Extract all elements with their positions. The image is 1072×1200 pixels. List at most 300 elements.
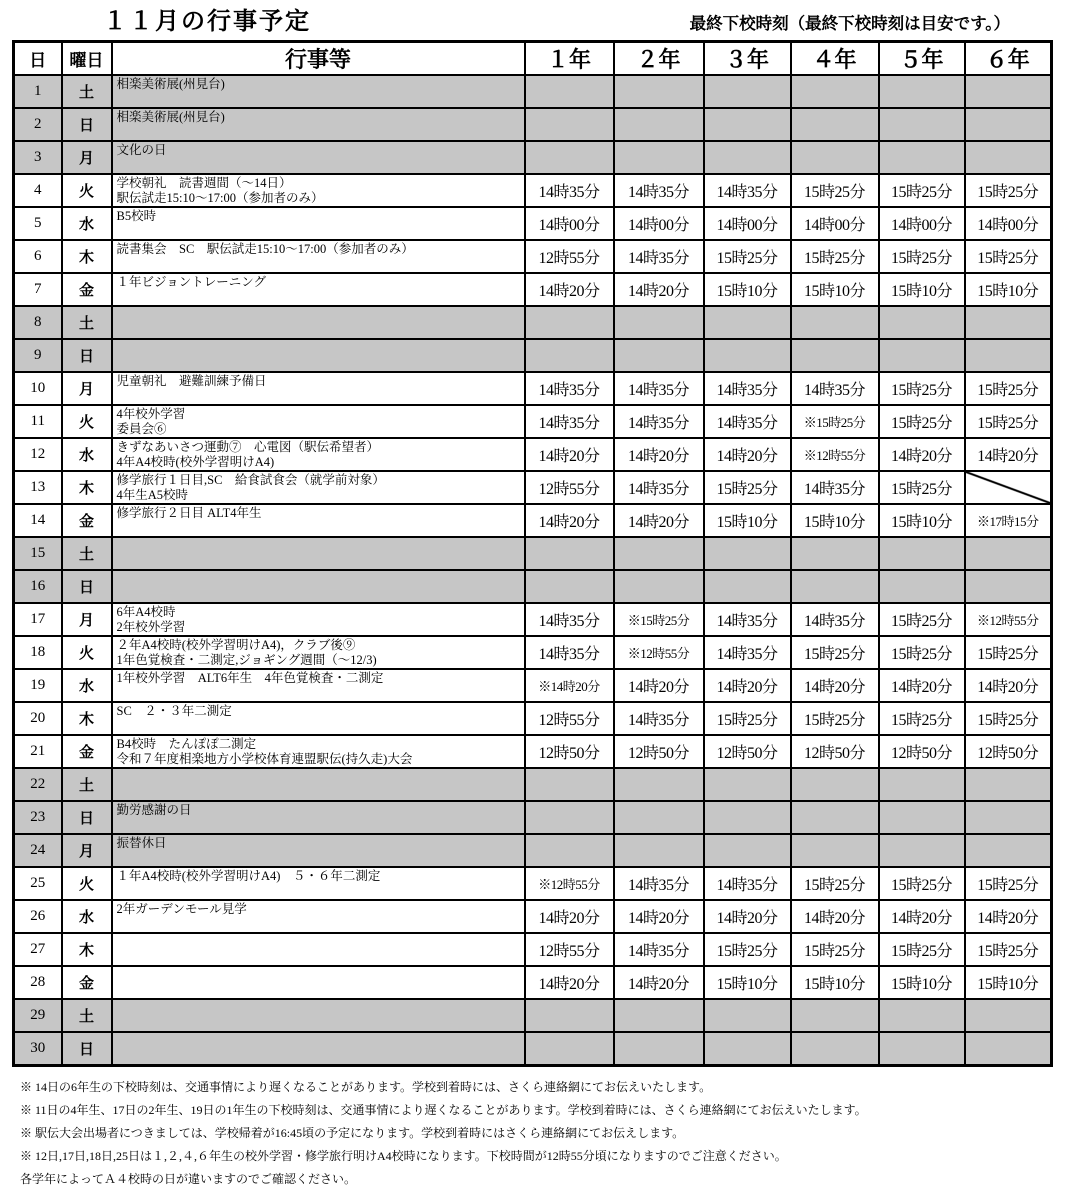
- dismissal-time-grade-2: 14時20分: [614, 504, 704, 537]
- dismissal-time-grade-1: 14時00分: [525, 207, 614, 240]
- table-row-day-2: [14, 108, 1052, 141]
- events: [112, 537, 525, 570]
- table-row-day-9: [14, 339, 1052, 372]
- day-number: 9: [14, 339, 62, 372]
- dismissal-time-grade-6: 15時10分: [965, 273, 1052, 306]
- dismissal-time-grade-5: [879, 141, 965, 174]
- dismissal-time-grade-3: 12時50分: [704, 735, 791, 768]
- weekday: 水: [62, 438, 112, 471]
- dismissal-time-grade-6: [965, 75, 1052, 108]
- column-header-4: ２年: [614, 42, 704, 76]
- events: 読書集会 SC 駅伝試走15:10～17:00（参加者のみ）: [112, 240, 525, 273]
- dismissal-time-grade-5: [879, 75, 965, 108]
- table-row-day-15: [14, 537, 1052, 570]
- footnote-2: ※ 11日の4年生、17日の2年生、19日の1年生の下校時刻は、交通事情により遅くなることがあります。学校到着時には、さくら連絡網にてお伝えいたします。: [20, 1102, 867, 1117]
- dismissal-time-grade-5: 15時25分: [879, 471, 965, 504]
- footnote-4: ※ 12日,17日,18日,25日は１,２,４,６年生の校外学習・修学旅行明けA4校時になります。下校時間が12時55分頃になりますのでご注意ください。: [20, 1148, 787, 1163]
- dismissal-time-grade-1: [525, 834, 614, 867]
- dismissal-time-grade-2: [614, 141, 704, 174]
- dismissal-time-grade-4: [791, 537, 879, 570]
- dismissal-time-grade-3: [704, 108, 791, 141]
- weekday: 日: [62, 108, 112, 141]
- weekday: 日: [62, 570, 112, 603]
- day-number: 5: [14, 207, 62, 240]
- dismissal-time-grade-3: 15時25分: [704, 702, 791, 735]
- dismissal-time-grade-5: [879, 570, 965, 603]
- footnotes: [0, 1067, 1072, 1191]
- weekday: 金: [62, 504, 112, 537]
- dismissal-time-grade-5: [879, 834, 965, 867]
- weekday: 月: [62, 141, 112, 174]
- table-row-day-1: [14, 75, 1052, 108]
- day-number: 20: [14, 702, 62, 735]
- dismissal-time-grade-4: 14時20分: [791, 900, 879, 933]
- dismissal-time-grade-6: [965, 834, 1052, 867]
- dismissal-time-grade-5: 15時25分: [879, 636, 965, 669]
- dismissal-time-grade-3: [704, 570, 791, 603]
- weekday: 土: [62, 768, 112, 801]
- dismissal-time-grade-5: [879, 306, 965, 339]
- weekday: 月: [62, 834, 112, 867]
- dismissal-time-grade-6: [965, 108, 1052, 141]
- day-number: 15: [14, 537, 62, 570]
- weekday: 金: [62, 966, 112, 999]
- table-row-day-23: [14, 801, 1052, 834]
- dismissal-time-grade-5: 15時10分: [879, 966, 965, 999]
- dismissal-time-grade-4: 15時10分: [791, 273, 879, 306]
- weekday: 日: [62, 1032, 112, 1065]
- dismissal-time-grade-5: [879, 801, 965, 834]
- dismissal-time-grade-5: 15時10分: [879, 504, 965, 537]
- dismissal-time-grade-2: 14時35分: [614, 867, 704, 900]
- table-row-day-24: [14, 834, 1052, 867]
- dismissal-time-grade-3: 14時35分: [704, 603, 791, 636]
- dismissal-time-grade-5: 15時25分: [879, 702, 965, 735]
- events: 勤労感謝の日: [112, 801, 525, 834]
- dismissal-time-grade-6: [965, 570, 1052, 603]
- weekday: 火: [62, 405, 112, 438]
- dismissal-time-grade-3: 14時35分: [704, 867, 791, 900]
- day-number: 26: [14, 900, 62, 933]
- dismissal-time-grade-5: [879, 339, 965, 372]
- events: [112, 306, 525, 339]
- dismissal-time-grade-6: 15時10分: [965, 966, 1052, 999]
- events: 相楽美術展(州見台): [112, 108, 525, 141]
- events: １年ビジョントレーニング: [112, 273, 525, 306]
- footnote-3: ※ 駅伝大会出場者につきましては、学校帰着が16:45頃の予定になります。学校到着時にはさくら連絡網にてお伝えします。: [20, 1125, 685, 1140]
- dismissal-time-grade-3: 14時35分: [704, 405, 791, 438]
- day-number: 29: [14, 999, 62, 1032]
- day-number: 23: [14, 801, 62, 834]
- weekday: 土: [62, 306, 112, 339]
- table-row-day-25: [14, 867, 1052, 900]
- dismissal-time-grade-1: [525, 75, 614, 108]
- table-row-day-29: [14, 999, 1052, 1032]
- events: 修学旅行２日目 ALT4年生: [112, 504, 525, 537]
- dismissal-time-grade-4: [791, 570, 879, 603]
- dismissal-time-grade-5: 15時10分: [879, 273, 965, 306]
- dismissal-time-grade-2: [614, 306, 704, 339]
- dismissal-time-grade-1: 12時50分: [525, 735, 614, 768]
- dismissal-time-grade-3: 14時20分: [704, 669, 791, 702]
- weekday: 水: [62, 207, 112, 240]
- dismissal-time-grade-1: 14時20分: [525, 438, 614, 471]
- dismissal-time-grade-4: 14時35分: [791, 603, 879, 636]
- dismissal-time-grade-1: 14時35分: [525, 636, 614, 669]
- events: 相楽美術展(州見台): [112, 75, 525, 108]
- day-number: 17: [14, 603, 62, 636]
- dismissal-time-grade-6: 14時20分: [965, 900, 1052, 933]
- dismissal-time-grade-6: 15時25分: [965, 867, 1052, 900]
- table-row-day-13: [14, 471, 1052, 504]
- dismissal-time-grade-2: [614, 801, 704, 834]
- dismissal-time-grade-6: [965, 768, 1052, 801]
- day-number: 21: [14, 735, 62, 768]
- dismissal-time-grade-4: 15時10分: [791, 504, 879, 537]
- weekday: 水: [62, 900, 112, 933]
- events: きずなあいさつ運動⑦ 心電図（駅伝希望者） 4年A4校時(校外学習明けA4): [112, 438, 525, 471]
- dismissal-time-grade-5: 12時50分: [879, 735, 965, 768]
- events: 6年A4校時 2年校外学習: [112, 603, 525, 636]
- dismissal-time-grade-4: 15時25分: [791, 636, 879, 669]
- dismissal-time-grade-1: [525, 999, 614, 1032]
- dismissal-time-grade-6: [965, 339, 1052, 372]
- weekday: 火: [62, 174, 112, 207]
- table-row-day-16: [14, 570, 1052, 603]
- table-row-day-11: [14, 405, 1052, 438]
- column-header-7: ５年: [879, 42, 965, 76]
- dismissal-time-grade-6: [965, 471, 1052, 504]
- page-title: １１月の行事予定: [103, 8, 311, 35]
- dismissal-time-grade-6: [965, 141, 1052, 174]
- dismissal-time-grade-1: 12時55分: [525, 702, 614, 735]
- day-number: 6: [14, 240, 62, 273]
- dismissal-time-grade-1: [525, 108, 614, 141]
- dismissal-time-grade-2: 14時35分: [614, 405, 704, 438]
- dismissal-time-grade-6: ※17時15分: [965, 504, 1052, 537]
- dismissal-time-grade-1: 14時35分: [525, 372, 614, 405]
- dismissal-time-grade-3: [704, 306, 791, 339]
- events: 学校朝礼 読書週間（～14日） 駅伝試走15:10～17:00（参加者のみ）: [112, 174, 525, 207]
- dismissal-time-grade-3: 15時25分: [704, 471, 791, 504]
- dismissal-time-grade-2: 12時50分: [614, 735, 704, 768]
- day-number: 13: [14, 471, 62, 504]
- dismissal-time-grade-1: 12時55分: [525, 933, 614, 966]
- day-number: 18: [14, 636, 62, 669]
- table-row-day-12: [14, 438, 1052, 471]
- dismissal-time-grade-3: 14時00分: [704, 207, 791, 240]
- dismissal-time-grade-1: [525, 306, 614, 339]
- weekday: 土: [62, 537, 112, 570]
- events: [112, 966, 525, 999]
- day-number: 14: [14, 504, 62, 537]
- dismissal-time-grade-1: [525, 801, 614, 834]
- events: [112, 768, 525, 801]
- dismissal-time-grade-5: 14時00分: [879, 207, 965, 240]
- dismissal-time-grade-2: 14時20分: [614, 966, 704, 999]
- dismissal-time-grade-3: 15時10分: [704, 273, 791, 306]
- dismissal-time-grade-4: 15時25分: [791, 240, 879, 273]
- dismissal-time-grade-4: 15時10分: [791, 966, 879, 999]
- table-row-day-20: [14, 702, 1052, 735]
- dismissal-time-grade-1: 14時20分: [525, 966, 614, 999]
- dismissal-time-grade-3: 15時10分: [704, 504, 791, 537]
- events: ２年A4校時(校外学習明けA4)，クラブ後⑨ 1年色覚検査・二測定,ジョギング週間（～12/3): [112, 636, 525, 669]
- table-row-day-14: [14, 504, 1052, 537]
- day-number: 4: [14, 174, 62, 207]
- dismissal-time-grade-4: [791, 306, 879, 339]
- dismissal-time-grade-6: [965, 306, 1052, 339]
- day-number: 16: [14, 570, 62, 603]
- dismissal-time-grade-3: [704, 834, 791, 867]
- table-row-day-28: [14, 966, 1052, 999]
- dismissal-time-grade-2: 14時00分: [614, 207, 704, 240]
- weekday: 木: [62, 471, 112, 504]
- dismissal-time-grade-3: 14時35分: [704, 372, 791, 405]
- day-number: 24: [14, 834, 62, 867]
- dismissal-time-grade-2: [614, 570, 704, 603]
- dismissal-time-grade-5: [879, 999, 965, 1032]
- dismissal-time-grade-6: 15時25分: [965, 933, 1052, 966]
- dismissal-time-grade-2: [614, 339, 704, 372]
- dismissal-time-grade-6: 14時20分: [965, 669, 1052, 702]
- dismissal-time-grade-3: [704, 768, 791, 801]
- table-row-day-10: [14, 372, 1052, 405]
- table-row-day-8: [14, 306, 1052, 339]
- dismissal-time-grade-2: 14時20分: [614, 438, 704, 471]
- dismissal-time-grade-1: ※12時55分: [525, 867, 614, 900]
- events: 振替休日: [112, 834, 525, 867]
- dismissal-time-grade-4: [791, 834, 879, 867]
- dismissal-time-grade-3: [704, 537, 791, 570]
- dismissal-time-grade-4: [791, 999, 879, 1032]
- day-number: 11: [14, 405, 62, 438]
- dismissal-time-grade-1: [525, 339, 614, 372]
- dismissal-time-grade-2: ※12時55分: [614, 636, 704, 669]
- events: SC ２・３年二測定: [112, 702, 525, 735]
- weekday: 日: [62, 339, 112, 372]
- events: [112, 570, 525, 603]
- dismissal-time-grade-5: [879, 768, 965, 801]
- table-row-day-6: [14, 240, 1052, 273]
- dismissal-time-grade-3: 15時25分: [704, 933, 791, 966]
- header-bar: [0, 0, 1072, 40]
- dismissal-time-grade-6: 15時25分: [965, 702, 1052, 735]
- dismissal-time-grade-4: [791, 1032, 879, 1065]
- table-row-day-21: [14, 735, 1052, 768]
- weekday: 土: [62, 75, 112, 108]
- events: [112, 933, 525, 966]
- dismissal-time-grade-4: 14時00分: [791, 207, 879, 240]
- events: 2年ガーデンモール見学: [112, 900, 525, 933]
- weekday: 金: [62, 735, 112, 768]
- dismissal-time-grade-6: 15時25分: [965, 405, 1052, 438]
- schedule-table: [12, 40, 1053, 1067]
- day-number: 2: [14, 108, 62, 141]
- dismissal-time-grade-3: [704, 801, 791, 834]
- dismissal-time-grade-2: [614, 75, 704, 108]
- table-row-day-17: [14, 603, 1052, 636]
- dismissal-time-grade-5: 15時25分: [879, 405, 965, 438]
- dismissal-time-grade-3: [704, 75, 791, 108]
- dismissal-time-grade-3: [704, 339, 791, 372]
- dismissal-time-grade-4: ※15時25分: [791, 405, 879, 438]
- table-row-day-4: [14, 174, 1052, 207]
- day-number: 28: [14, 966, 62, 999]
- day-number: 8: [14, 306, 62, 339]
- dismissal-time-grade-3: 14時35分: [704, 636, 791, 669]
- table-row-day-19: [14, 669, 1052, 702]
- events: [112, 1032, 525, 1065]
- dismissal-time-grade-4: 14時35分: [791, 471, 879, 504]
- dismissal-time-grade-5: [879, 1032, 965, 1065]
- dismissal-time-grade-5: 15時25分: [879, 240, 965, 273]
- dismissal-time-grade-3: 14時20分: [704, 900, 791, 933]
- dismissal-time-grade-4: [791, 768, 879, 801]
- dismissal-time-grade-3: 15時25分: [704, 240, 791, 273]
- day-number: 10: [14, 372, 62, 405]
- dismissal-time-grade-1: 14時20分: [525, 900, 614, 933]
- dismissal-time-note: 最終下校時刻（最終下校時刻は目安です。）: [689, 15, 1010, 33]
- dismissal-time-grade-4: 15時25分: [791, 174, 879, 207]
- dismissal-time-grade-5: 14時20分: [879, 900, 965, 933]
- table-row-day-30: [14, 1032, 1052, 1065]
- dismissal-time-grade-2: ※15時25分: [614, 603, 704, 636]
- dismissal-time-grade-6: 15時25分: [965, 372, 1052, 405]
- weekday: 月: [62, 372, 112, 405]
- dismissal-time-grade-4: [791, 801, 879, 834]
- dismissal-time-grade-4: 15時25分: [791, 702, 879, 735]
- day-number: 27: [14, 933, 62, 966]
- column-header-2: 行事等: [112, 42, 525, 76]
- day-number: 3: [14, 141, 62, 174]
- weekday: 月: [62, 603, 112, 636]
- dismissal-time-grade-2: 14時20分: [614, 669, 704, 702]
- day-number: 12: [14, 438, 62, 471]
- column-header-5: ３年: [704, 42, 791, 76]
- dismissal-time-grade-2: 14時35分: [614, 471, 704, 504]
- dismissal-time-grade-6: 15時25分: [965, 174, 1052, 207]
- dismissal-time-grade-1: [525, 1032, 614, 1065]
- dismissal-time-grade-5: 15時25分: [879, 372, 965, 405]
- events: B5校時: [112, 207, 525, 240]
- dismissal-time-grade-6: 14時20分: [965, 438, 1052, 471]
- dismissal-time-grade-5: 15時25分: [879, 867, 965, 900]
- dismissal-time-grade-1: [525, 141, 614, 174]
- dismissal-time-grade-2: 14時35分: [614, 372, 704, 405]
- dismissal-time-grade-6: 12時50分: [965, 735, 1052, 768]
- column-header-6: ４年: [791, 42, 879, 76]
- dismissal-time-grade-3: [704, 999, 791, 1032]
- weekday: 日: [62, 801, 112, 834]
- column-header-3: １年: [525, 42, 614, 76]
- table-row-day-27: [14, 933, 1052, 966]
- dismissal-time-grade-3: [704, 141, 791, 174]
- dismissal-time-grade-5: 14時20分: [879, 438, 965, 471]
- dismissal-time-grade-4: [791, 75, 879, 108]
- dismissal-time-grade-1: [525, 570, 614, 603]
- column-header-0: 日: [14, 42, 62, 76]
- dismissal-time-grade-6: [965, 1032, 1052, 1065]
- dismissal-time-grade-3: 15時10分: [704, 966, 791, 999]
- dismissal-time-grade-4: 15時25分: [791, 867, 879, 900]
- dismissal-time-grade-2: [614, 999, 704, 1032]
- dismissal-time-grade-2: [614, 768, 704, 801]
- events: 修学旅行１日目,SC 給食試食会（就学前対象） 4年生A5校時: [112, 471, 525, 504]
- dismissal-time-grade-2: 14時20分: [614, 273, 704, 306]
- dismissal-time-grade-1: 12時55分: [525, 240, 614, 273]
- day-number: 19: [14, 669, 62, 702]
- dismissal-time-grade-2: [614, 108, 704, 141]
- dismissal-time-grade-4: 14時35分: [791, 372, 879, 405]
- column-header-1: 曜日: [62, 42, 112, 76]
- footnote-5: 各学年によってＡ４校時の日が違いますのでご確認ください。: [20, 1171, 357, 1186]
- events: 児童朝礼 避難訓練予備日: [112, 372, 525, 405]
- dismissal-time-grade-2: 14時35分: [614, 702, 704, 735]
- table-row-day-5: [14, 207, 1052, 240]
- dismissal-time-grade-1: 14時35分: [525, 174, 614, 207]
- dismissal-time-grade-4: 12時50分: [791, 735, 879, 768]
- dismissal-time-grade-2: [614, 1032, 704, 1065]
- dismissal-time-grade-6: 15時25分: [965, 240, 1052, 273]
- dismissal-time-grade-2: 14時20分: [614, 900, 704, 933]
- day-number: 25: [14, 867, 62, 900]
- weekday: 火: [62, 636, 112, 669]
- dismissal-time-grade-6: [965, 999, 1052, 1032]
- day-number: 30: [14, 1032, 62, 1065]
- day-number: 7: [14, 273, 62, 306]
- dismissal-time-grade-5: [879, 108, 965, 141]
- dismissal-time-grade-1: 14時20分: [525, 504, 614, 537]
- dismissal-time-grade-1: 14時20分: [525, 273, 614, 306]
- day-number: 1: [14, 75, 62, 108]
- table-row-day-3: [14, 141, 1052, 174]
- footnote-1: ※ 14日の6年生の下校時刻は、交通事情により遅くなることがあります。学校到着時には、さくら連絡網にてお伝えいたします。: [20, 1079, 712, 1094]
- dismissal-time-grade-1: 12時55分: [525, 471, 614, 504]
- weekday: 木: [62, 933, 112, 966]
- dismissal-time-grade-6: ※12時55分: [965, 603, 1052, 636]
- dismissal-time-grade-4: ※12時55分: [791, 438, 879, 471]
- dismissal-time-grade-4: [791, 141, 879, 174]
- weekday: 木: [62, 240, 112, 273]
- dismissal-time-grade-4: 14時20分: [791, 669, 879, 702]
- dismissal-time-grade-6: 15時25分: [965, 636, 1052, 669]
- dismissal-time-grade-4: [791, 339, 879, 372]
- dismissal-time-grade-4: 15時25分: [791, 933, 879, 966]
- dismissal-time-grade-2: 14時35分: [614, 174, 704, 207]
- dismissal-time-grade-3: [704, 1032, 791, 1065]
- dismissal-time-grade-5: 14時20分: [879, 669, 965, 702]
- table-row-day-26: [14, 900, 1052, 933]
- dismissal-time-grade-3: 14時35分: [704, 174, 791, 207]
- dismissal-time-grade-5: 15時25分: [879, 933, 965, 966]
- dismissal-time-grade-1: [525, 537, 614, 570]
- weekday: 土: [62, 999, 112, 1032]
- dismissal-time-grade-6: [965, 801, 1052, 834]
- dismissal-time-grade-2: [614, 834, 704, 867]
- dismissal-time-grade-2: 14時35分: [614, 933, 704, 966]
- table-row-day-18: [14, 636, 1052, 669]
- events: [112, 339, 525, 372]
- table-row-day-7: [14, 273, 1052, 306]
- dismissal-time-grade-1: ※14時20分: [525, 669, 614, 702]
- events: １年A4校時(校外学習明けA4) ５・６年二測定: [112, 867, 525, 900]
- dismissal-time-grade-6: 14時00分: [965, 207, 1052, 240]
- dismissal-time-grade-1: [525, 768, 614, 801]
- dismissal-time-grade-5: 15時25分: [879, 603, 965, 636]
- dismissal-time-grade-2: [614, 537, 704, 570]
- weekday: 水: [62, 669, 112, 702]
